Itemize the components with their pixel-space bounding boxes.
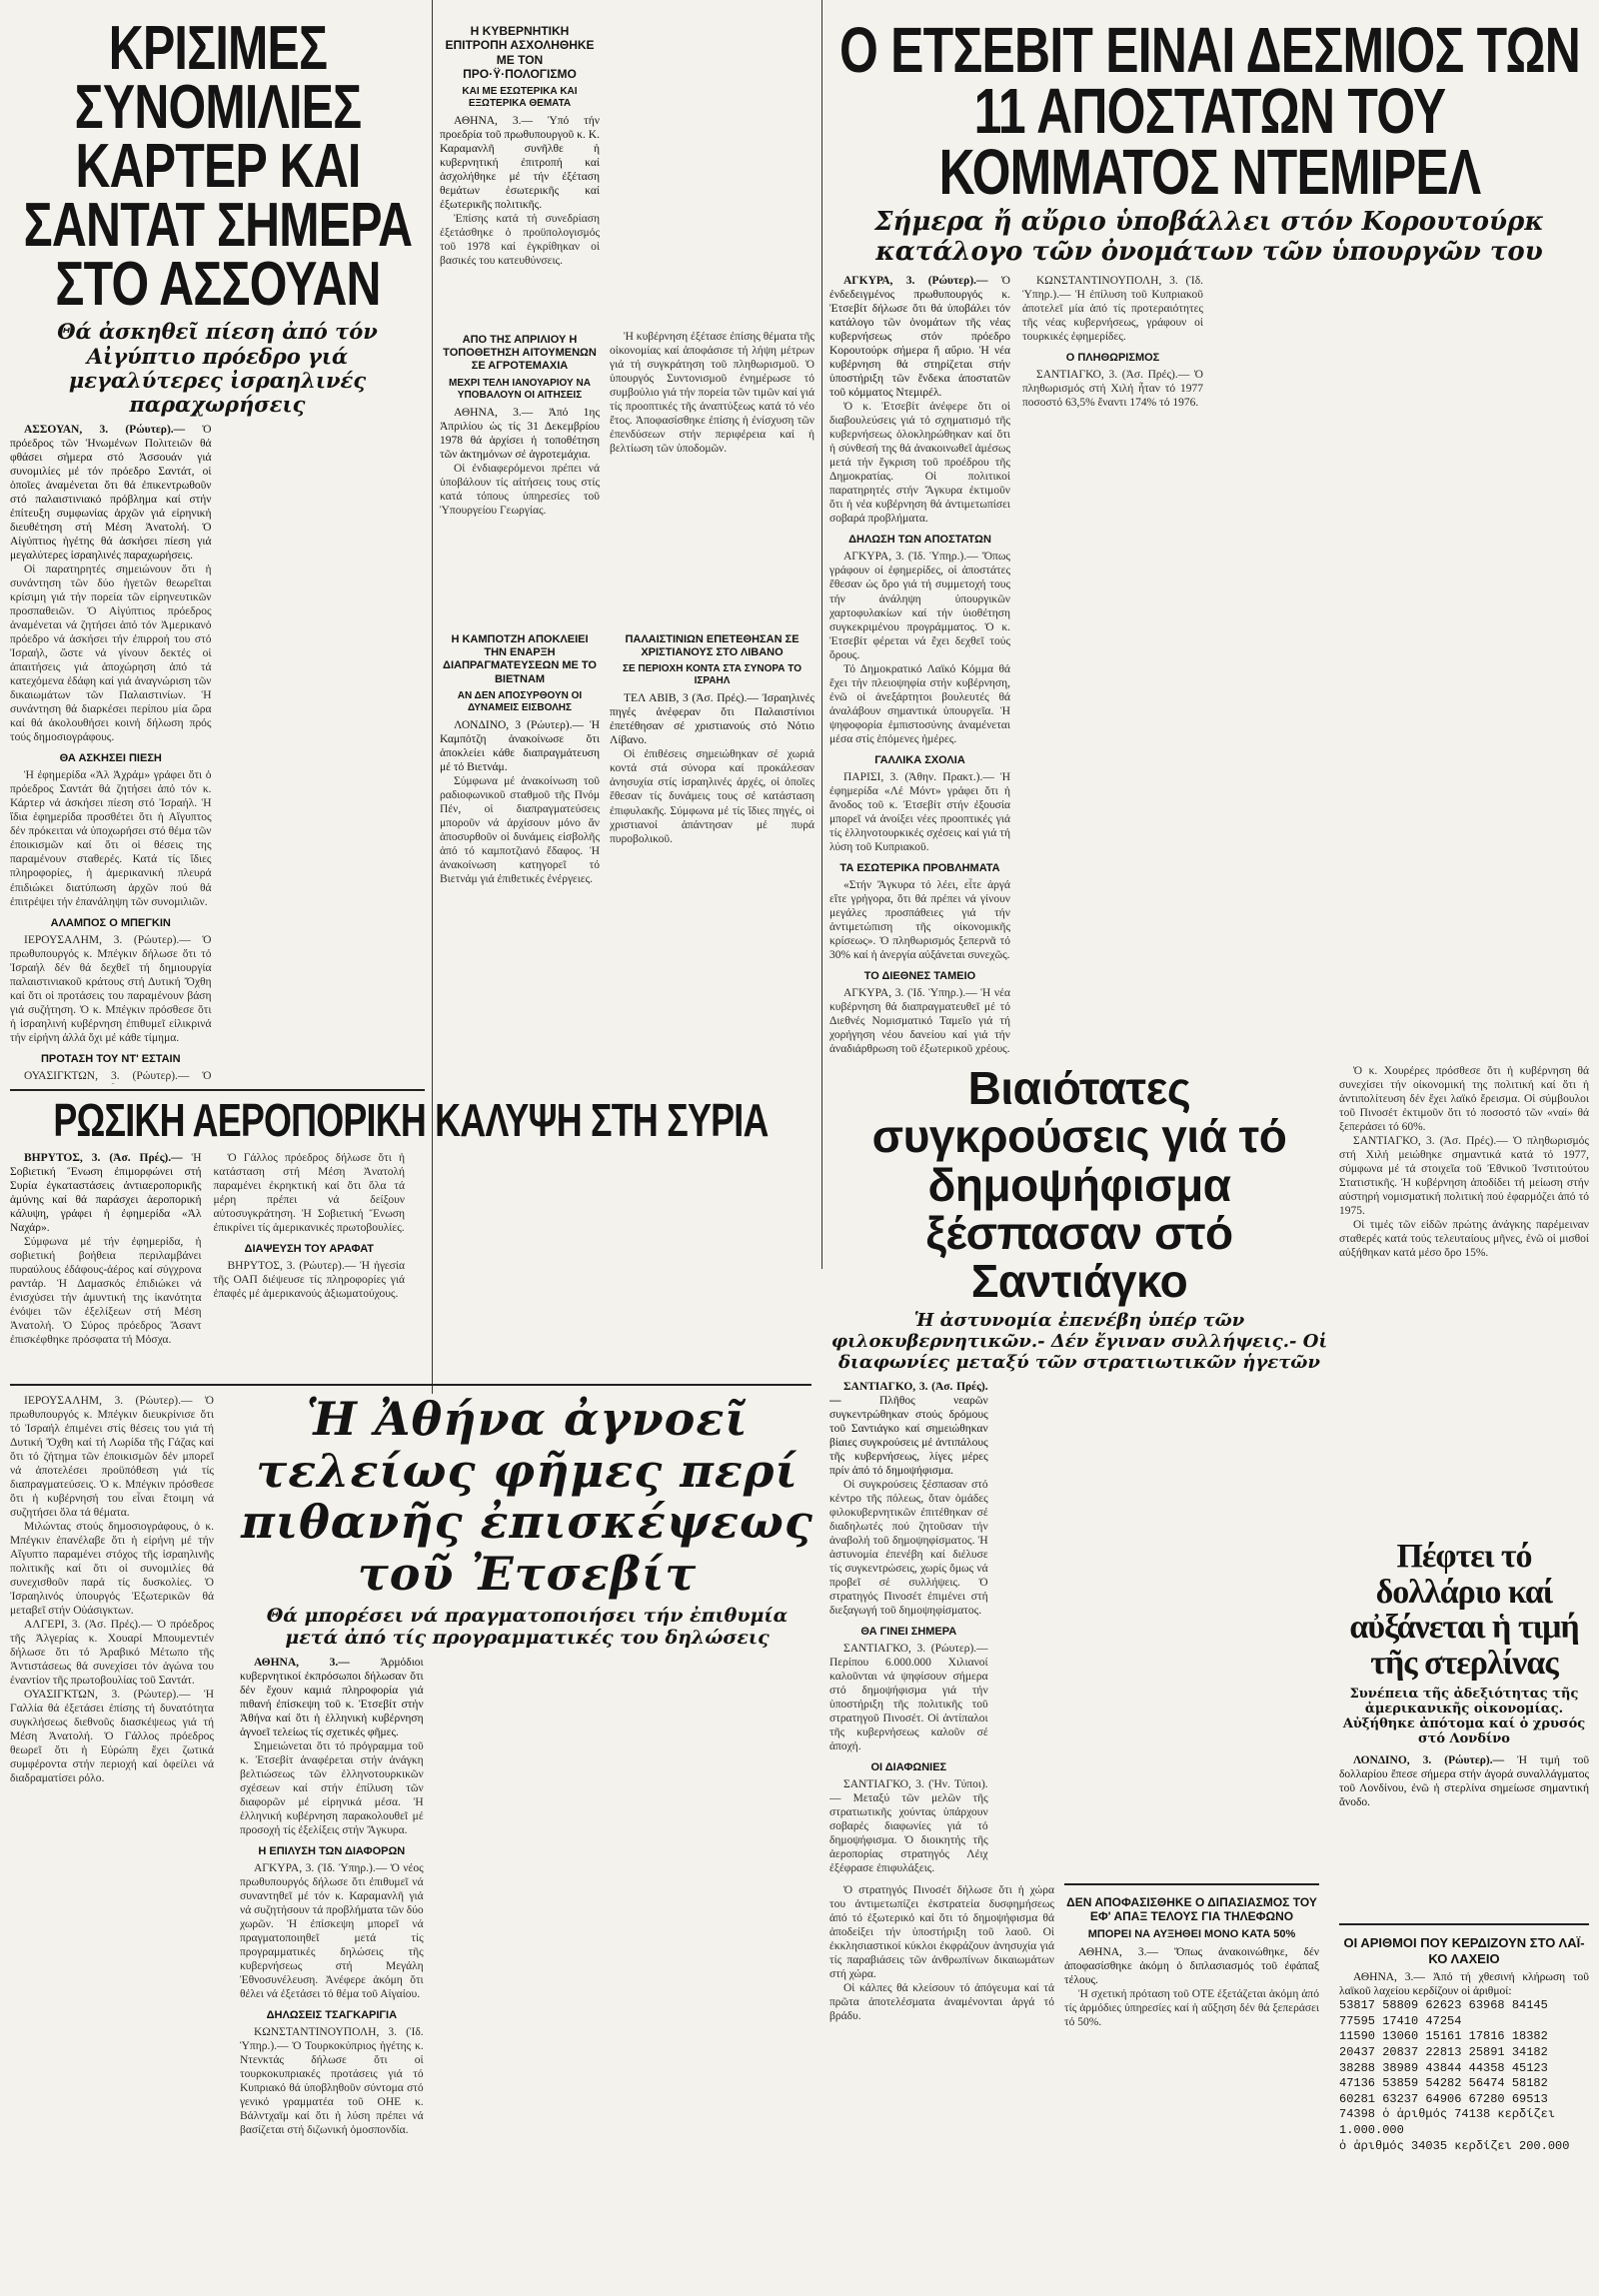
subhead-dollar: Συνέπεια τῆς ἀδεξιότητας τῆς ἀμερικανικῆς οἰκονομίας. Αὐξήθηκε ἀπότομα καί ὁ χρυσός στό Λονδίνο — [1342, 1686, 1586, 1746]
dateline-chile: ΣΑΝΤΙΑΓΚΟ, 3. (Ἀσ. Πρές).— — [829, 1380, 988, 1407]
body-summit: Ὁ πρόεδρος τῶν Ἡνωμένων Πολιτειῶν θά φθάσει σήμερα στό Ἀσσουάν γιά συνομιλίες μέ τόν πρόεδρο Σαντάτ, οἱ ὁποῖες ἀναμένεται ὅτι θά ἐπικεντρωθοῦν στό παλαιστινιακό πρόβλημα καί στήν ἐπίτευξη συμφωνίας ἀρχῶν γιά εἰρηνική διευθέτηση στή Μέση Ἀνατολή. Ὁ Αἰγύπτιος ἡγέτης θά ἀσκήσει πίεση γιά μεγαλύτερες ἰσραηλινές παραχωρήσεις. — [10, 424, 212, 563]
dateline-summit: ΑΣΣΟΥΑΝ, 3. (Ρώυτερ).— — [24, 424, 186, 437]
section-head: Ο ΠΛΗΘΩΡΙΣΜΟΣ — [1065, 352, 1160, 365]
article-lebanon: ΠΑΛΑΙΣΤΙΝΙΩΝ ΕΠΕΤΕΘΗΣΑΝ ΣΕ ΧΡΙΣΤΙΑΝΟΥΣ ΣΤΟ ΛΙΒΑΝΟ ΣΕ ΠΕΡΙΟΧΗ ΚΟΝΤΑ ΣΤΑ ΣΥΝΟΡΑ ΤΟ ΙΣΡΑΗΛ ΤΕΛ ΑΒΙΒ, 3 (Ἀσ. Πρές).— Ἰσραηλινές πηγές ἀνέφεραν ὅτι Παλαιστίνιοι ἐπετέθησαν σέ χριστιανούς στό Νότιο Λίβανο. Οἱ ἐπιθέσεις σημειώθηκαν σέ χωριά κοντά στά σύνορα καί προκάλεσαν ἀνησυχία στίς ἰσραηλινές ἀρχές, οἱ ὁποῖες ἔθεσαν τίς δυνάμεις τους σέ κατάσταση ἐπιφυλακῆς. Σύμφωνα μέ τίς ἴδιες πηγές, οἱ χριστιανοί ἀπάντησαν μέ πυρά πυροβολικοῦ. — [610, 633, 814, 845]
separator-rule — [10, 1384, 811, 1386]
section-head: ΓΑΛΛΙΚΑ ΣΧΟΛΙΑ — [874, 753, 965, 766]
section-head: ΤΑ ΕΣΩΤΕΡΙΚΑ ΠΡΟΒΛΗΜΑΤΑ — [839, 861, 1000, 874]
article-athens — [240, 1394, 814, 2283]
athens-columns: ΑΘΗΝΑ, 3.— Ἁρμόδιοι κυβερνητικοί ἐκπρόσωποι δήλωσαν ὅτι δέν ἔχουν καμιά πληροφορία γιά πιθανή ἐπίσκεψη τοῦ κ. Ἐτσεβίτ στήν Ἀθήνα καί ὅτι ἡ ἑλληνική κυβέρνηση ἀγνοεῖ τελείως τίς σχετικές φῆμες. Σημειώνεται ὅτι τό πρόγραμμα τοῦ κ. Ἐτσεβίτ ἀναφέρεται στήν ἀνάγκη βελτιώσεως τῶν ἑλληνοτουρκικῶν σχέσεων καί στήν ἐπίλυση τῶν διαφορῶν μέ εἰρηνικά μέσα. Ἡ ἑλληνική κυβέρνηση παρακολουθεῖ μέ προσοχή τίς ἐξελίξεις στήν Ἄγκυρα. Η ΕΠΙΛΥΣΗ ΤΩΝ ΔΙΑΦΟΡΩΝ ΑΓΚΥΡΑ, 3. (Ἰδ. Ὑπηρ.).— Ὁ νέος πρωθυπουργός δήλωσε ὅτι ἐπιθυμεῖ νά συναντηθεῖ μέ τόν κ. Καραμανλῆ γιά νά συζητήσουν τά προβλήματα τῶν δύο χωρῶν. Ἡ ἐπίσκεψη μπορεῖ νά πραγματοποιηθεῖ μετά τίς προγραμματικές δηλώσεις τῆς κυβερνήσεως στή Μεγάλη Ἐθνοσυνέλευση. Ἀνέφερε ἀκόμη ὅτι θέλει νά ἐξετάσει τό θέμα τοῦ Αἰγαίου. ΔΗΛΩΣΕΙΣ ΤΣΑΓΚΑΡΙΓΙΑ ΚΩΝΣΤΑΝΤΙΝΟΥΠΟΛΗ, 3. (Ἰδ. Ὑπηρ.).— Ὁ Τουρκοκύπριος ἡγέτης κ. Ντενκτάς δήλωσε ὅτι οἱ τουρκοκυπριακές προτάσεις γιά τό Κυπριακό θά ὑποβληθοῦν σύντομα στό γενικό γραμματέα τοῦ ΟΗΕ κ. Βάλντχαϊμ καί ὅτι ἡ λύση πρέπει νά βασίζεται στή διζωνική ὁμοσπονδία. — [240, 1656, 424, 2137]
dateline-ecevit: ΑΓΚΥΡΑ, 3. (Ρώυτερ).— — [843, 275, 988, 288]
dateline-syria: ΒΗΡΥΤΟΣ, 3. (Ἀσ. Πρές).— — [24, 1151, 183, 1164]
headline-phone: ΔΕΝ ΑΠΟΦΑΣΙΣΘΗΚΕ Ο ΔΙΠΑΣΙΑΣΜΟΣ ΤΟΥ ΕΦ' ΑΠΑΞ ΤΕΛΟΥΣ ΓΙΑ ΤΗΛΕΦΩΝΟ — [1066, 1895, 1317, 1924]
syria-columns: ΒΗΡΥΤΟΣ, 3. (Ἀσ. Πρές).— Ἡ Σοβιετική Ἕνωση ἐπιμορφώνει στή Συρία ἐγκαταστάσεις ἀντιαεροπορικῆς ἀμύνης καί θά παράσχει ἀεροπορική κάλυψη, γράφει ἡ ἐφημερίδα «Ἀλ Ναχάρ». Σύμφωνα μέ τήν ἐφημερίδα, ἡ σοβιετική βοήθεια περιλαμβάνει πυραύλους ἐδάφους-ἀέρος καί σύγχρονα ραντάρ. Ἡ Δαμασκός ἐπιδιώκει νά ἐνισχύσει τήν ἀμυντική της ἱκανότητα ἐνόψει τῶν ἐξελίξεων στή Μέση Ἀνατολή. Ὁ Σύρος πρόεδρος Ἄσαντ ἐπισκέφθηκε πρόσφατα τή Μόσχα. Ὁ Γάλλος πρόεδρος δήλωσε ὅτι ἡ κατάσταση στή Μέση Ἀνατολή παραμένει ἐκρηκτική καί ὅτι ὅλα τά μέρη πρέπει νά δείξουν αὐτοσυγκράτηση. Ἡ Σοβιετική Ἕνωση ἐπικρίνει τίς ἀμερικανικές πρωτοβουλίες. ΔΙΑΨΕΥΣΗ ΤΟΥ ΑΡΑΦΑΤ ΒΗΡΥΤΟΣ, 3. (Ρώυτερ).— Ἡ ἡγεσία τῆς ΟΑΠ διέψευσε τίς πληροφορίες γιά ἐπαφές μέ ἀμερικανούς ἀξιωματούχους. — [10, 1151, 405, 1346]
column-rule — [821, 0, 822, 1269]
body-lottery: ΑΘΗΝΑ, 3.— Ἀπό τή χθεσινή κλήρωση τοῦ λαϊκοῦ λαχείου κερδίζουν οἱ ἀριθμοί: — [1339, 1971, 1589, 1998]
chile-lower-left: Ὁ στρατηγός Πινοσέτ δήλωσε ὅτι ἡ χώρα του ἀντιμετωπίζει ἐκστρατεία δυσφημήσεως ἀπό τό ἐξωτερικό καί ὅτι τό δημοψήφισμα θά ἀποδείξει τήν ὑποστήριξη τοῦ λαοῦ. Οἱ ἐκκλησιαστικοί κύκλοι ἐκφράζουν ἀνησυχία γιά τίς παραβιάσεις τῶν ἀνθρωπίνων δικαιωμάτων στή χώρα. Οἱ κάλπες θά κλείσουν τό ἀπόγευμα καί τά πρῶτα ἀποτελέσματα ἀναμένονται ἀργά τό βράδυ. — [829, 1884, 1054, 2023]
article-ecevit — [829, 20, 1589, 1059]
dateline-athens: ΑΘΗΝΑ, 3.— — [254, 1656, 350, 1669]
body-phone: ΑΘΗΝΑ, 3.— Ὅπως ἀνακοινώθηκε, δέν ἀποφασίσθηκε ἀκόμη ὁ διπλασιασμός τοῦ ἐφάπαξ τέλους. — [1064, 1945, 1319, 1986]
body-cambodia: ΛΟΝΔΙΝΟ, 3 (Ρώυτερ).— Ἡ Καμπότζη ἀνακοίνωσε ὅτι ἀποκλείει κάθε διαπραγμάτευση μέ τό Βιετνάμ. — [440, 718, 600, 773]
headline-cambodia: Η ΚΑΜΠΟΤΖΗ ΑΠΟΚΛΕΙΕΙ ΤΗΝ ΕΝΑΡΞΗ ΔΙΑΠΡΑΓΜΑΤΕΥΣΕΩΝ ΜΕ ΤΟ ΒΙΕΤΝΑΜ — [443, 633, 597, 685]
headline-dollar: Πέφτει τό δολλάριο καί αὐξάνεται ἡ τιμή τῆς στερλίνας — [1349, 1539, 1579, 1683]
headline-lebanon: ΠΑΛΑΙΣΤΙΝΙΩΝ ΕΠΕΤΕΘΗΣΑΝ ΣΕ ΧΡΙΣΤΙΑΝΟΥΣ ΣΤΟ ΛΙΒΑΝΟ — [625, 633, 800, 659]
body-athens: Ἁρμόδιοι κυβερνητικοί ἐκπρόσωποι δήλωσαν ὅτι δέν ἔχουν καμιά πληροφορία γιά πιθανή ἐπίσκεψη τοῦ κ. Ἐτσεβίτ στήν Ἀθήνα καί ὅτι ἡ ἑλληνική κυβέρνηση ἀγνοεῖ τελείως τίς σχετικές φῆμες. — [240, 1656, 424, 1738]
section-head: ΠΡΟΤΑΣΗ ΤΟΥ ΝΤ' ΕΣΤΑΙΝ — [40, 1052, 181, 1065]
athens-left-columns: ΙΕΡΟΥΣΑΛΗΜ, 3. (Ρώυτερ).— Ὁ πρωθυπουργός κ. Μπέγκιν διευκρίνισε ὅτι τό Ἰσραήλ ἐπιμένει στίς θέσεις του γιά τή Δυτική Ὄχθη καί τή Λωρίδα τῆς Γάζας καί ὅτι τό ζήτημα τῶν ἐποικισμῶν δέν μπορεῖ νά ἀποτελέσει προϋπόθεση γιά τίς διαπραγματεύσεις. Ὁ κ. Μπέγκιν πρόσθεσε ὅτι ἡ κυβέρνησή του εἶναι ἕτοιμη νά συζητήσει ὅλα τά θέματα. Μιλώντας στούς δημοσιογράφους, ὁ κ. Μπέγκιν ἐπανέλαβε ὅτι ἡ εἰρήνη μέ τήν Αἴγυπτο παραμένει στόχος τῆς ἰσραηλινῆς πολιτικῆς καί ὅτι οἱ συνομιλίες θά συνεχισθοῦν παρά τίς δυσκολίες. Ὁ Ἰσραηλινός ὑπουργός Ἐξωτερικῶν θά μεταβεῖ στήν Οὐάσιγκτων. ΑΛΓΕΡΙ, 3. (Ἀσ. Πρές).— Ὁ πρόεδρος τῆς Ἀλγερίας κ. Χουαρί Μπουμεντιέν δήλωσε ὅτι τό Ἀραβικό Μέτωπο τῆς Ἀντιστάσεως θά συνεχίσει τόν ἀγώνα του ἐναντίον τῆς πρωτοβουλίας τοῦ Σαντάτ. ΟΥΑΣΙΓΚΤΩΝ, 3. (Ρώυτερ).— Ἡ Γαλλία θά ἐξετάσει ἐπίσης τή δυνατότητα συγκλήσεως διεθνοῦς διασκέψεως γιά τή Μέση Ἀνατολή. Ὁ Γάλλος πρόεδρος θεωρεῖ ὅτι ἡ Εὐρώπη ἔχει ζωτικά συμφέροντα στήν περιοχή καί ὀφείλει νά διαδραματίσει ρόλο. — [10, 1395, 214, 1785]
section-head: ΔΙΑΨΕΥΣΗ ΤΟΥ ΑΡΑΦΑΤ — [244, 1242, 374, 1255]
section-head: ΔΗΛΩΣΕΙΣ ΤΣΑΓΚΑΡΙΓΙΑ — [266, 2009, 398, 2022]
body-agri: ΑΘΗΝΑ, 3.— Ἀπό 1ης Ἀπριλίου ὡς τίς 31 Δεκεμβρίου 1978 θά ἀρχίσει ἡ τοποθέτηση τῶν ἀκτημόνων σέ ἀγροτεμάχια. — [440, 406, 600, 461]
ecevit-columns: ΑΓΚΥΡΑ, 3. (Ρώυτερ).— Ὁ ἐνδεδειγμένος πρωθυπουργός κ. Ἐτσεβίτ δήλωσε ὅτι θά ὑποβάλει τόν κατάλογο τῶν ὀνομάτων τῆς νέας κυβερνήσεως στόν πρόεδρο Κορουτούρκ σήμερα ἤ αὔριο. Ἡ νέα κυβέρνηση θά στηρίζεται στήν ὑποστήριξη τῶν ἕνδεκα ἀποστατῶν τοῦ κόμματος Ντεμιρέλ. Ὁ κ. Ἐτσεβίτ ἀνέφερε ὅτι οἱ διαβουλεύσεις γιά τό σχηματισμό τῆς κυβερνήσεως ὁλοκληρώθηκαν καί ὅτι ἡ σύνθεσή της θά ἀνακοινωθεῖ ἀμέσως μετά τήν ἔγκριση τοῦ προέδρου τῆς Δημοκρατίας. Οἱ πολιτικοί παρατηρητές στήν Ἄγκυρα ἐκτιμοῦν ὅτι ἡ νέα κυβέρνηση θά ἀντιμετωπίσει σοβαρά προβλήματα. ΔΗΛΩΣΗ ΤΩΝ ΑΠΟΣΤΑΤΩΝ ΑΓΚΥΡΑ, 3. (Ἰδ. Ὑπηρ.).— Ὅπως γράφουν οἱ ἐφημερίδες, οἱ ἀποστάτες ἔθεσαν ὡς ὅρο γιά τή συμμετοχή τους τήν ἀνάληψη ὑπουργικῶν χαρτοφυλακίων καί τήν ὑιοθέτηση συγκεκριμένου προγράμματος. Ὁ κ. Ἐτσεβίτ φέρεται νά ἔχει δεχθεῖ τούς ὅρους. Τό Δημοκρατικό Λαϊκό Κόμμα θά ἔχει τήν πλειοψηφία στήν κυβέρνηση, ἐνῶ οἱ ἀνεξάρτητοι βουλευτές θά ἀναλάβουν σημαντικά ὑπουργεῖα. Ἡ ψηφοφορία ἐμπιστοσύνης ἀναμένεται μέσα στίς ἑπόμενες ἡμέρες. ΓΑΛΛΙΚΑ ΣΧΟΛΙΑ ΠΑΡΙΣΙ, 3. (Ἀθην. Πρακτ.).— Ἡ ἐφημερίδα «Λέ Μόντ» γράφει ὅτι ἡ ἄνοδος τοῦ κ. Ἐτσεβίτ στήν ἐξουσία μπορεῖ νά ἀνοίξει νέες προοπτικές γιά τίς ἑλληνοτουρκικές σχέσεις καί γιά τή λύση τοῦ Κυπριακοῦ. ΤΑ ΕΣΩΤΕΡΙΚΑ ΠΡΟΒΛΗΜΑΤΑ «Στήν Ἄγκυρα τό λέει, εἶτε ἀργά εἴτε γρήγορα, ὅτι θά πρέπει νά γίνουν μεγάλες προσπάθειες γιά τήν ἀντιμετώπιση τῆς οἰκονομικῆς κρίσεως». Ὁ πληθωρισμός ξεπερνᾶ τό 30% καί ἡ ἀνεργία αὐξάνεται συνεχῶς. ΤΟ ΔΙΕΘΝΕΣ ΤΑΜΕΙΟ ΑΓΚΥΡΑ, 3. (Ἰδ. Ὑπηρ.).— Ἡ νέα κυβέρνηση θά διαπραγματευθεῖ μέ τό Διεθνές Νομισματικό Ταμεῖο γιά τή χορήγηση νέου δανείου καί γιά τήν ἀναδιάρθρωση τοῦ ἐξωτερικοῦ χρέους. ΚΩΝΣΤΑΝΤΙΝΟΥΠΟΛΗ, 3. (Ἰδ. Ὑπηρ.).— Ἡ ἐπίλυση τοῦ Κυπριακοῦ ἀποτελεῖ μία ἀπό τίς προτεραιότητες τῆς νέας κυβερνήσεως, γράφουν οἱ τουρκικές ἐφημερίδες. Ο ΠΛΗΘΩΡΙΣΜΟΣ ΣΑΝΤΙΑΓΚΟ, 3. (Ἀσ. Πρές).— Ὁ πληθωρισμός στή Χιλή ἦταν τό 1977 ποσοστό 63,5% ἔναντι 174% τό 1976. — [829, 275, 1203, 1055]
separator-rule — [10, 1089, 425, 1091]
body-syria: Ἡ Σοβιετική Ἕνωση ἐπιμορφώνει στή Συρία ἐγκαταστάσεις ἀντιαεροπορικῆς ἀμύνης καί θά παράσχει ἀεροπορική κάλυψη, γράφει ἡ ἐφημερίδα «Ἀλ Ναχάρ». — [10, 1151, 202, 1234]
headline-lottery: ΟΙ ΑΡΙΘΜΟΙ ΠΟΥ ΚΕΡΔΙΖΟΥΝ ΣΤΟ ΛΑΪ-ΚΟ ΛΑΧΕΙΟ — [1343, 1935, 1585, 1966]
body-chile: Πλῆθος νεαρῶν συγκεντρώθηκαν στούς δρόμους τοῦ Σαντιάγκο καί σημειώθηκαν βίαιες συγκρούσεις μέ ἀντιπάλους τῆς κυβερνήσεως, λίγες μέρες πρίν ἀπό τό δημοψήφισμα. — [829, 1394, 988, 1477]
headline-government: Η ΚΥΒΕΡΝΗΤΙΚΗ ΕΠΙΤΡΟΠΗ ΑΣΧΟΛΗΘΗΚΕ ΜΕ ΤΟΝ ΠΡΟ·Ϋ·ΠΟΛΟΓΙΣΜΟ — [445, 24, 595, 82]
article-cambodia: Η ΚΑΜΠΟΤΖΗ ΑΠΟΚΛΕΙΕΙ ΤΗΝ ΕΝΑΡΞΗ ΔΙΑΠΡΑΓΜΑΤΕΥΣΕΩΝ ΜΕ ΤΟ ΒΙΕΤΝΑΜ ΑΝ ΔΕΝ ΑΠΟΣΥΡΘΟΥΝ ΟΙ ΔΥΝΑΜΕΙΣ ΕΙΣΒΟΛΗΣ ΛΟΝΔΙΝΟ, 3 (Ρώυτερ).— Ἡ Καμπότζη ἀνακοίνωσε ὅτι ἀποκλείει κάθε διαπραγμάτευση μέ τό Βιετνάμ. Σύμφωνα μέ ἀνακοίνωση τοῦ ραδιοφωνικοῦ σταθμοῦ τῆς Πνόμ Πέν, οἱ διαπραγματεύσεις μποροῦν νά ἀρχίσουν μόνο ἄν ἀποσυρθοῦν οἱ δυνάμεις εἰσβολῆς ἀπό τό καμποτζιανό ἔδαφος. Ἡ ἀνακοίνωση κατηγορεῖ τό Βιετνάμ γιά ἐπιθετικές ἐνέργειες. — [440, 633, 600, 885]
headline-chile: Βιαιότατες συγκρούσεις γιά τό δημοψήφισμα ξέσπασαν στό Σαντιάγκο — [871, 1064, 1287, 1308]
subhead-cambodia: ΑΝ ΔΕΝ ΑΠΟΣΥΡΘΟΥΝ ΟΙ ΔΥΝΑΜΕΙΣ ΕΙΣΒΟΛΗΣ — [457, 689, 583, 713]
subhead-phone: ΜΠΟΡΕΙ ΝΑ ΑΥΞΗΘΕΙ ΜΟΝΟ ΚΑΤΑ 50% — [1087, 1927, 1296, 1940]
headline-agri: ΑΠΟ ΤΗΣ ΑΠΡΙΛΙΟΥ Η ΤΟΠΟΘΕΤΗΣΗ ΑΙΤΟΥΜΕΝΩΝ ΣΕ ΑΓΡΟΤΕΜΑΧΙΑ — [443, 334, 597, 373]
referendum-box: ΔΕΝ ΑΠΟΦΑΣΙΣΘΗΚΕ Ο ΔΙΠΑΣΙΑΣΜΟΣ ΤΟΥ ΕΦ' ΑΠΑΞ ΤΕΛΟΥΣ ΓΙΑ ΤΗΛΕΦΩΝΟ ΜΠΟΡΕΙ ΝΑ ΑΥΞΗΘΕΙ ΜΟΝΟ ΚΑΤΑ 50% ΑΘΗΝΑ, 3.— Ὅπως ἀνακοινώθηκε, δέν ἀποφασίσθηκε ἀκόμη ὁ διπλασιασμός τοῦ ἐφάπαξ τέλους. Ἡ σχετική πρόταση τοῦ ΟΤΕ ἐξετάζεται ἀκόμη ἀπό τίς ἁρμόδιες ὑπηρεσίες καί ἡ αὔξηση δέν θά ξεπεράσει τό 50%. — [1064, 1883, 1319, 2029]
section-head: ΑΛΑΜΠΟΣ Ο ΜΠΕΓΚΙΝ — [50, 916, 171, 929]
section-head: ΘΑ ΓΙΝΕΙ ΣΗΜΕΡΑ — [860, 1625, 957, 1638]
article-summit — [10, 20, 425, 1084]
subhead-ecevit: Σήμερα ἤ αὔριο ὑποβάλλει στόν Κορουτούρκ κατάλογο τῶν ὀνομάτων τῶν ὑπουργῶν του — [874, 207, 1544, 268]
article-government: Η ΚΥΒΕΡΝΗΤΙΚΗ ΕΠΙΤΡΟΠΗ ΑΣΧΟΛΗΘΗΚΕ ΜΕ ΤΟΝ ΠΡΟ·Ϋ·ΠΟΛΟΓΙΣΜΟ ΚΑΙ ΜΕ ΕΣΩΤΕΡΙΚΑ ΚΑΙ ΕΞΩΤΕΡΙΚΑ ΘΕΜΑΤΑ ΑΘΗΝΑ, 3.— Ὑπό τήν προεδρία τοῦ πρωθυπουργοῦ κ. Κ. Καραμανλῆ συνῆλθε ἡ κυβερνητική ἐπιτροπή καί ἀσχολήθηκε μέ τήν ἐξέταση θεμάτων ἐσωτερικῆς καί ἐξωτερικῆς πολιτικῆς. Ἐπίσης κατά τή συνεδρίαση ἐξετάσθηκε ὁ προϋπολογισμός τοῦ 1978 καί ἐγκρίθηκαν οἱ βασικές του κατευθύνσεις. — [440, 24, 600, 267]
body-ecevit: Ὁ ἐνδεδειγμένος πρωθυπουργός κ. Ἐτσεβίτ δήλωσε ὅτι θά ὑποβάλει τόν κατάλογο τῶν ὀνομάτων τῆς νέας κυβερνήσεως στόν πρόεδρο Κορουτούρκ σήμερα ἤ αὔριο. Ἡ νέα κυβέρνηση θά στηρίζεται στήν ὑποστήριξη τῶν ἕνδεκα ἀποστατῶν τοῦ κόμματος Ντεμιρέλ. — [829, 275, 1010, 400]
body-government: ΑΘΗΝΑ, 3.— Ὑπό τήν προεδρία τοῦ πρωθυπουργοῦ κ. Κ. Καραμανλῆ συνῆλθε ἡ κυβερνητική ἐπιτροπή καί ἀσχολήθηκε μέ τήν ἐξέταση θεμάτων ἐσωτερικῆς καί ἐξωτερικῆς πολιτικῆς. — [440, 114, 600, 211]
section-head: Η ΕΠΙΛΥΣΗ ΤΩΝ ΔΙΑΦΟΡΩΝ — [258, 1844, 406, 1857]
chile-columns: ΣΑΝΤΙΑΓΚΟ, 3. (Ἀσ. Πρές).— Πλῆθος νεαρῶν συγκεντρώθηκαν στούς δρόμους τοῦ Σαντιάγκο καί σημειώθηκαν βίαιες συγκρούσεις μέ ἀντιπάλους τῆς κυβερνήσεως, λίγες μέρες πρίν ἀπό τό δημοψήφισμα. Οἱ συγκρούσεις ξέσπασαν στό κέντρο τῆς πόλεως, ὅταν ὁμάδες φιλοκυβερνητικῶν ἐπιτέθηκαν σέ διαδηλωτές πού ζητοῦσαν τήν ἀναβολή τοῦ δημοψηφίσματος. Ἡ ἀστυνομία ἐπενέβη καί διέλυσε τίς συγκεντρώσεις, χωρίς ὅμως νά προβεῖ σέ συλλήψεις. Ὁ στρατηγός Πινοσέτ ἐπιμένει στή διεξαγωγή τοῦ δημοψηφίσματος. ΘΑ ΓΙΝΕΙ ΣΗΜΕΡΑ ΣΑΝΤΙΑΓΚΟ, 3. (Ρώυτερ).— Περίπου 6.000.000 Χιλιανοί καλοῦνται νά ψηφίσουν σήμερα στό δημοψήφισμα γιά τήν ὑποστήριξη τῆς πολιτικῆς τοῦ στρατηγοῦ Πινοσέτ. Οἱ ἀντίπαλοι τῆς κυβερνήσεως καλοῦν σέ ἀποχή. ΟΙ ΔΙΑΦΩΝΙΕΣ ΣΑΝΤΙΑΓΚΟ, 3. (Ἡν. Τύποι).— Μεταξύ τῶν μελῶν τῆς στρατιωτικῆς χούντας ὑπάρχουν σοβαρές διαφωνίες γιά τό δημοψήφισμα. Ὁ διοικητής τῆς ἀεροπορίας στρατηγός Λέιχ ἐξέφρασε ἐπιφυλάξεις. — [829, 1380, 988, 1875]
article-lottery — [1339, 1923, 1589, 2296]
body-filler: Οἱ παρατηρητές σημειώνουν ὅτι ἡ συνάντηση τῶν δύο ἡγετῶν θεωρεῖται κρίσιμη γιά τήν πορεία τῶν εἰρηνευτικῶν προσπαθειῶν. Ὁ Αἰγύπτιος πρόεδρος ἀναμένεται νά ζητήσει ἀπό τόν Ἀμερικανό πρόεδρο νά ἀσκήσει τήν ἐπιρροή του στό Ἰσραήλ, ὥστε νά γίνουν δεκτές οἱ ἀπαιτήσεις γιά ἀποχώρηση ἀπό τά κατεχόμενα ἐδάφη καί γιά ἀναγνώριση τῶν δικαιωμάτων τῶν Παλαιστινίων. Ἡ συνάντηση θά διαρκέσει περίπου μία ὥρα καί θά ἀκολουθήσει κοινή δήλωση πρός τούς δημοσιογράφους. — [10, 564, 212, 744]
middle-filler-column: Ἡ κυβέρνηση ἐξέτασε ἐπίσης θέματα τῆς οἰκονομίας καί ἀποφάσισε τή λήψη μέτρων γιά τή συγκράτηση τοῦ πληθωρισμοῦ. Ὁ ὑπουργός Συντονισμοῦ ἐνημέρωσε τό συμβούλιο γιά τήν πορεία τῶν τιμῶν καί γιά τίς προοπτικές τῆς ἀναπτύξεως κατά τό νέο ἔτος. Ἀποφασίσθηκε ἐπίσης ἡ ἐνίσχυση τῶν ἐπενδύσεων στήν περιφέρεια καί ἡ βελτίωση τῶν ὑποδομῶν. — [610, 331, 814, 456]
body-dollar: Ἡ τιμή τοῦ δολλαρίου ἔπεσε σήμερα στήν ἀγορά συναλλάγματος τοῦ Λονδίνου, ἐνῶ ἡ στερλίνα σημείωσε σημαντική ἄνοδο. — [1339, 1753, 1589, 1808]
summit-columns: ΑΣΣΟΥΑΝ, 3. (Ρώυτερ).— Ὁ πρόεδρος τῶν Ἡνωμένων Πολιτειῶν θά φθάσει σήμερα στό Ἀσσουάν γιά συνομιλίες μέ τόν πρόεδρο Σαντάτ, οἱ ὁποῖες ἀναμένεται ὅτι θά ἐπικεντρωθοῦν στό παλαιστινιακό πρόβλημα καί στήν ἐπίτευξη συμφωνίας ἀρχῶν γιά εἰρηνική διευθέτηση στή Μέση Ἀνατολή. Ὁ Αἰγύπτιος ἡγέτης θά ἀσκήσει πίεση γιά μεγαλύτερες ἰσραηλινές παραχωρήσεις. Οἱ παρατηρητές σημειώνουν ὅτι ἡ συνάντηση τῶν δύο ἡγετῶν θεωρεῖται κρίσιμη γιά τήν πορεία τῶν εἰρηνευτικῶν προσπαθειῶν. Ὁ Αἰγύπτιος πρόεδρος ἀναμένεται νά ζητήσει ἀπό τόν Ἀμερικανό πρόεδρο νά ἀσκήσει τήν ἐπιρροή του στό Ἰσραήλ, ὥστε νά γίνουν δεκτές οἱ ἀπαιτήσεις γιά ἀποχώρηση ἀπό τά κατεχόμενα ἐδάφη καί γιά ἀναγνώριση τῶν δικαιωμάτων τῶν Παλαιστινίων. Ἡ συνάντηση θά διαρκέσει περίπου μία ὥρα καί θά ἀκολουθήσει κοινή δήλωση πρός τούς δημοσιογράφους. ΘΑ ΑΣΚΗΣΕΙ ΠΙΕΣΗ Ἡ ἐφημερίδα «Ἀλ Ἀχράμ» γράφει ὅτι ὁ πρόεδρος Σαντάτ θά ζητήσει ἀπό τόν κ. Κάρτερ νά ἀσκήσει πίεση στό Ἰσραήλ. Ἡ ἴδια ἐφημερίδα προσθέτει ὅτι ἡ Αἴγυπτος δέν πρόκειται νά ὑποχωρήσει στό θέμα τῶν ἐποικισμῶν καί ὅτι οἱ θέσεις της παραμένουν σταθερές. Κατά τίς ἴδιες πληροφορίες, ἡ ἀμερικανική πλευρά ἐπιδιώκει διατύπωση ἀρχῶν πού θά ἐπιτρέψει τήν ἐπανάληψη τῶν συνομιλιῶν. ΑΛΑΜΠΟΣ Ο ΜΠΕΓΚΙΝ ΙΕΡΟΥΣΑΛΗΜ, 3. (Ρώυτερ).— Ὁ πρωθυπουργός κ. Μπέγκιν δήλωσε ὅτι τό Ἰσραήλ δέν θά δεχθεῖ τή δημιουργία παλαιστινιακοῦ κράτους στή Δυτική Ὄχθη καί ὅτι οἱ προτάσεις του παραμένουν βάση γιά συζήτηση. Ὁ κ. Μπέγκιν πρόσθεσε ὅτι ἡ ἰσραηλινή κυβέρνηση ἐπιθυμεῖ εἰλικρινά τήν εἰρήνη ἀλλά ὄχι μέ κάθε τίμημα. ΠΡΟΤΑΣΗ ΤΟΥ ΝΤ' ΕΣΤΑΙΝ ΟΥΑΣΙΓΚΤΩΝ, 3. (Ρώυτερ).— Ὁ — [10, 424, 212, 1082]
headline-athens-visit: Ἡ Ἀθήνα ἀγνοεῖ τελείως φῆμες περί πιθανῆς ἐπισκέψεως τοῦ Ἐτσεβίτ — [241, 1394, 813, 1601]
article-agri: ΑΠΟ ΤΗΣ ΑΠΡΙΛΙΟΥ Η ΤΟΠΟΘΕΤΗΣΗ ΑΙΤΟΥΜΕΝΩΝ ΣΕ ΑΓΡΟΤΕΜΑΧΙΑ ΜΕΧΡΙ ΤΕΛΗ ΙΑΝΟΥΑΡΙΟΥ ΝΑ ΥΠΟΒΑΛΟΥΝ ΟΙ ΑΙΤΗΣΕΙΣ ΑΘΗΝΑ, 3.— Ἀπό 1ης Ἀπριλίου ὡς τίς 31 Δεκεμβρίου 1978 θά ἀρχίσει ἡ τοποθέτηση τῶν ἀκτημόνων σέ ἀγροτεμάχια. Οἱ ἐνδιαφερόμενοι πρέπει νά ὑποβάλουν τίς αἰτήσεις τους στίς κατά τόπους ὑπηρεσίες τοῦ Ὑπουργείου Γεωργίας. — [440, 334, 600, 517]
right-column-filler: Ὁ κ. Χουρέρες πρόσθεσε ὅτι ἡ κυβέρνηση θά συνεχίσει τήν οἰκονομική της πολιτική καί ὅτι ἡ ἀντιπολίτευση δέν ἔχει λαϊκό ἔρεισμα. Οἱ σύμβουλοι τοῦ Πινοσέτ ἐκτιμοῦν ὅτι τό ποσοστό τῶν «ναί» θά ξεπεράσει τό 60%. ΣΑΝΤΙΑΓΚΟ, 3. (Ἀσ. Πρές).— Ὁ πληθωρισμός στή Χιλή μειώθηκε σημαντικά κατά τό 1977, σύμφωνα μέ τά στοιχεῖα τοῦ Ἐθνικοῦ Ἰνστιτούτου Στατιστικῆς. Ἡ κυβέρνηση ἀποδίδει τή μείωση στήν αὐστηρή νομισματική πολιτική πού ἐφαρμόζει ἀπό τό 1975. Οἱ τιμές τῶν εἰδῶν πρώτης ἀνάγκης παρέμειναν σταθερές κατά τούς τελευταίους μῆνες, ἐνῶ οἱ μισθοί αὐξήθηκαν κατά μέσο ὅρο 15%. — [1339, 1065, 1589, 1260]
article-dollar — [1339, 1539, 1589, 1918]
subhead-athens-visit: Θά μπορέσει νά πραγματοποιήσει τήν ἐπιθυμία μετά ἀπό τίς προγραμματικές του δηλώσεις — [266, 1605, 789, 1649]
headline-syria: ΡΩΣΙΚΗ ΑΕΡΟΠΟΡΙΚΗ ΚΑΛΥΨΗ ΣΤΗ ΣΥΡΙΑ — [53, 1099, 769, 1146]
section-head: ΔΗΛΩΣΗ ΤΩΝ ΑΠΟΣΤΑΤΩΝ — [848, 534, 991, 547]
dateline-dollar: ΛΟΝΔΙΝΟ, 3. (Ρώυτερ).— — [1353, 1753, 1505, 1766]
section-head: ΘΑ ΑΣΚΗΣΕΙ ΠΙΕΣΗ — [59, 752, 162, 765]
subhead-agri: ΜΕΧΡΙ ΤΕΛΗ ΙΑΝΟΥΑΡΙΟΥ ΝΑ ΥΠΟΒΑΛΟΥΝ ΟΙ ΑΙΤΗΣΕΙΣ — [449, 377, 591, 401]
subhead-chile: Ἡ ἀστυνομία ἐπενέβη ὑπέρ τῶν φιλοκυβερνητικῶν.- Δέν ἔγιναν συλλήψεις.- Οἱ διαφωνίες μεταξύ τῶν στρατιωτικῶν ἡγετῶν — [830, 1310, 1328, 1373]
headline-summit: ΚΡΙΣΙΜΕΣ ΣΥΝΟΜΙΛΙΕΣ ΚΑΡΤΕΡ ΚΑΙ ΣΑΝΤΑΤ ΣΗΜΕΡΑ ΣΤΟ ΑΣΣΟΥΑΝ — [23, 20, 413, 319]
subhead-lebanon: ΣΕ ΠΕΡΙΟΧΗ ΚΟΝΤΑ ΣΤΑ ΣΥΝΟΡΑ ΤΟ ΙΣΡΑΗΛ — [622, 663, 802, 687]
article-chile — [829, 1064, 1329, 2288]
subhead-summit: Θά ἀσκηθεῖ πίεση ἀπό τόν Αἰγύπτιο πρόεδρο γιά μεγαλύτερες ἰσραηλινές παραχωρήσεις — [57, 319, 378, 417]
lottery-numbers: 53817 58809 62623 63968 84145 77595 17410 47254 11590 13060 15161 17816 18382 20437 20837 22813 25891 34182 38288 38989 43844 44358 45123 47136 53859 54282 56474 58182 60281 63237 64906 67280 69513 74398 ὁ ἀριθμός 74138 κερδίζει 1.000.000 ὁ ἀριθμός 34035 κερδίζει 200.000 — [1339, 1998, 1570, 2153]
section-head: ΤΟ ΔΙΕΘΝΕΣ ΤΑΜΕΙΟ — [863, 969, 976, 982]
headline-ecevit: Ο ΕΤΣΕΒΙΤ ΕΙΝΑΙ ΔΕΣΜΙΟΣ ΤΩΝ 11 ΑΠΟΣΤΑΤΩΝ ΤΟΥ ΚΟΜΜΑΤΟΣ ΝΤΕΜΙΡΕΛ — [838, 20, 1581, 208]
section-head: ΟΙ ΔΙΑΦΩΝΙΕΣ — [870, 1760, 947, 1773]
article-syria — [10, 1099, 811, 1379]
body-lebanon: ΤΕΛ ΑΒΙΒ, 3 (Ἀσ. Πρές).— Ἰσραηλινές πηγές ἀνέφεραν ὅτι Παλαιστίνιοι ἐπετέθησαν σέ χριστιανούς στό Νότιο Λίβανο. — [610, 692, 814, 747]
subhead-government: ΚΑΙ ΜΕ ΕΣΩΤΕΡΙΚΑ ΚΑΙ ΕΞΩΤΕΡΙΚΑ ΘΕΜΑΤΑ — [462, 85, 578, 109]
